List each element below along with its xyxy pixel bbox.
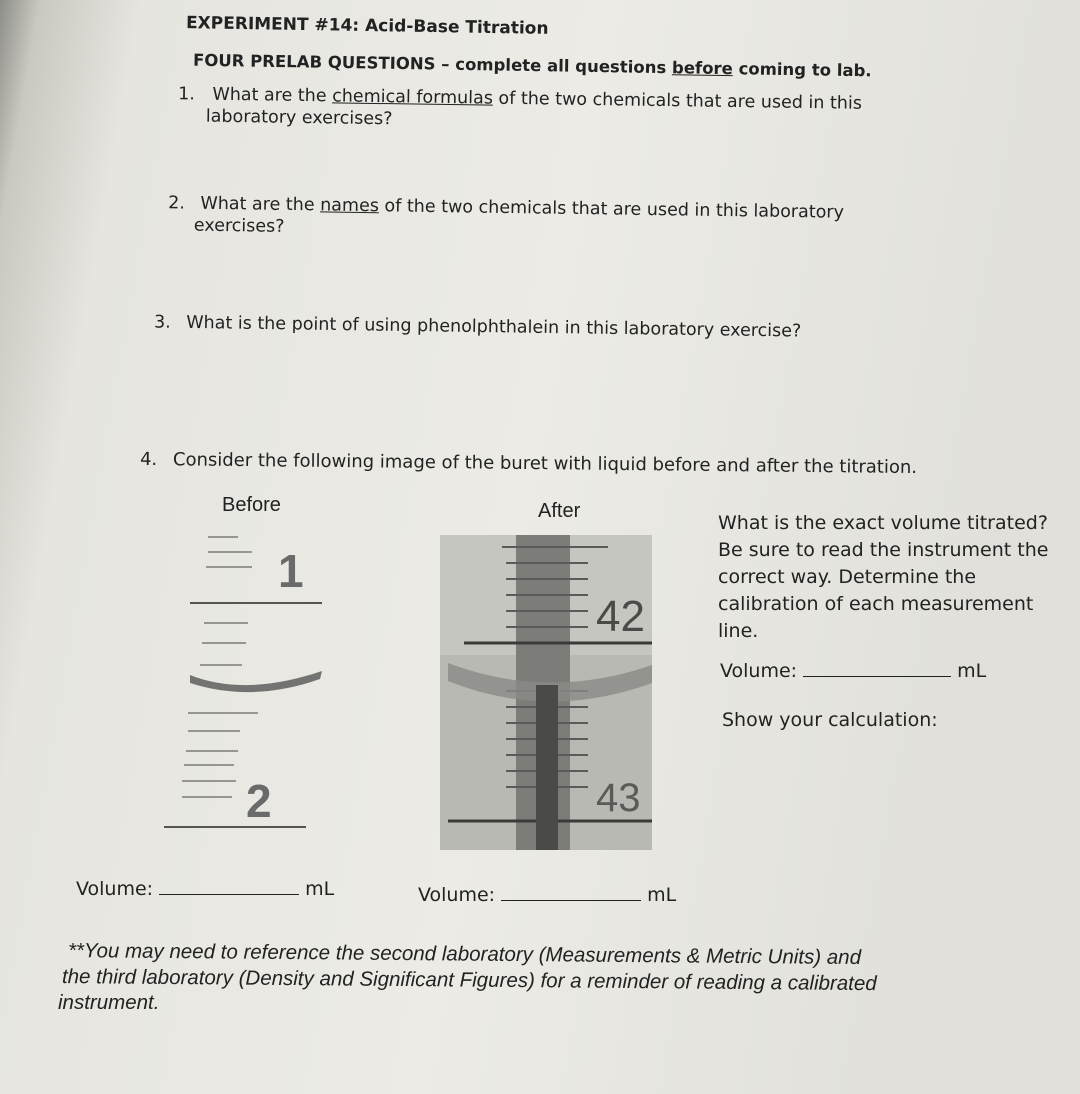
question-2-line2: exercises? [193, 215, 285, 237]
before-mark-2: 2 [246, 775, 272, 827]
question-1-line2: laboratory exercises? [205, 106, 393, 130]
question-1-post: of the two chemicals that are used in this [492, 88, 863, 114]
after-volume-label: Volume: [418, 884, 496, 906]
question-1-underlined: chemical formulas [332, 86, 494, 109]
instructions-pre: FOUR PRELAB QUESTIONS – complete all questions [192, 50, 673, 78]
question-1-pre: What are the [212, 84, 333, 107]
question-2 [168, 192, 844, 245]
question-2-underlined: names [320, 195, 380, 217]
instructions-post: coming to lab. [732, 59, 872, 81]
after-liquid-column [536, 685, 558, 850]
question-1 [178, 83, 862, 137]
footnote-line-1: **You may need to reference the second laboratory (Measurements & Metric Units) and [67, 939, 862, 970]
titrated-volume-row [720, 660, 986, 682]
question-3 [154, 311, 802, 342]
titrated-volume-unit: mL [957, 660, 987, 682]
before-mark-1: 1 [278, 545, 304, 597]
before-volume-unit: mL [305, 878, 335, 900]
side-line-1: What is the exact volume titrated? [718, 512, 1048, 534]
question-4 [140, 449, 917, 479]
side-line-3: correct way. Determine the [718, 566, 977, 588]
volume-titrated-instructions [718, 510, 1048, 645]
after-volume-row [418, 884, 676, 906]
question-3-text: What is the point of using phenolphthalein in this laboratory exercise? [186, 312, 802, 342]
before-volume-label: Volume: [76, 878, 154, 900]
before-buret-image [160, 525, 340, 835]
question-2-post: of the two chemicals that are used in this laboratory [378, 196, 845, 223]
after-mark-43: 43 [596, 776, 641, 820]
question-4-text: Consider the following image of the buret with liquid before and after the titration. [172, 449, 918, 479]
titrated-volume-label: Volume: [720, 660, 798, 682]
side-line-4: calibration of each measurement [718, 593, 1034, 615]
question-2-number: 2. [168, 193, 186, 214]
before-volume-row [76, 878, 334, 900]
after-label: After [538, 500, 581, 522]
show-calculation-label: Show your calculation: [722, 709, 938, 731]
question-4-number: 4. [139, 448, 158, 471]
question-3-number: 3. [153, 312, 171, 333]
titrated-volume-blank[interactable] [803, 676, 951, 677]
question-1-number: 1. [178, 84, 196, 105]
before-meniscus [190, 671, 322, 692]
footnote-line-2: the third laboratory (Density and Significant Figures) for a reminder of reading a calibrated [61, 965, 877, 996]
side-line-5: line. [718, 620, 759, 642]
before-volume-blank[interactable] [159, 894, 299, 895]
after-buret-image [428, 525, 668, 855]
before-label: Before [222, 494, 281, 516]
question-2-pre: What are the [200, 193, 321, 216]
after-volume-unit: mL [647, 884, 677, 906]
experiment-title: EXPERIMENT #14: Acid-Base Titration [185, 13, 549, 39]
side-line-2: Be sure to read the instrument the [718, 539, 1049, 561]
instructions-before: before [671, 58, 733, 79]
after-volume-blank[interactable] [501, 900, 641, 901]
footnote-line-3: instrument. [58, 991, 160, 1014]
before-minor-ticks [182, 537, 258, 797]
footnote [58, 938, 877, 1016]
after-mark-42: 42 [596, 592, 645, 641]
prelab-instructions [193, 51, 872, 81]
